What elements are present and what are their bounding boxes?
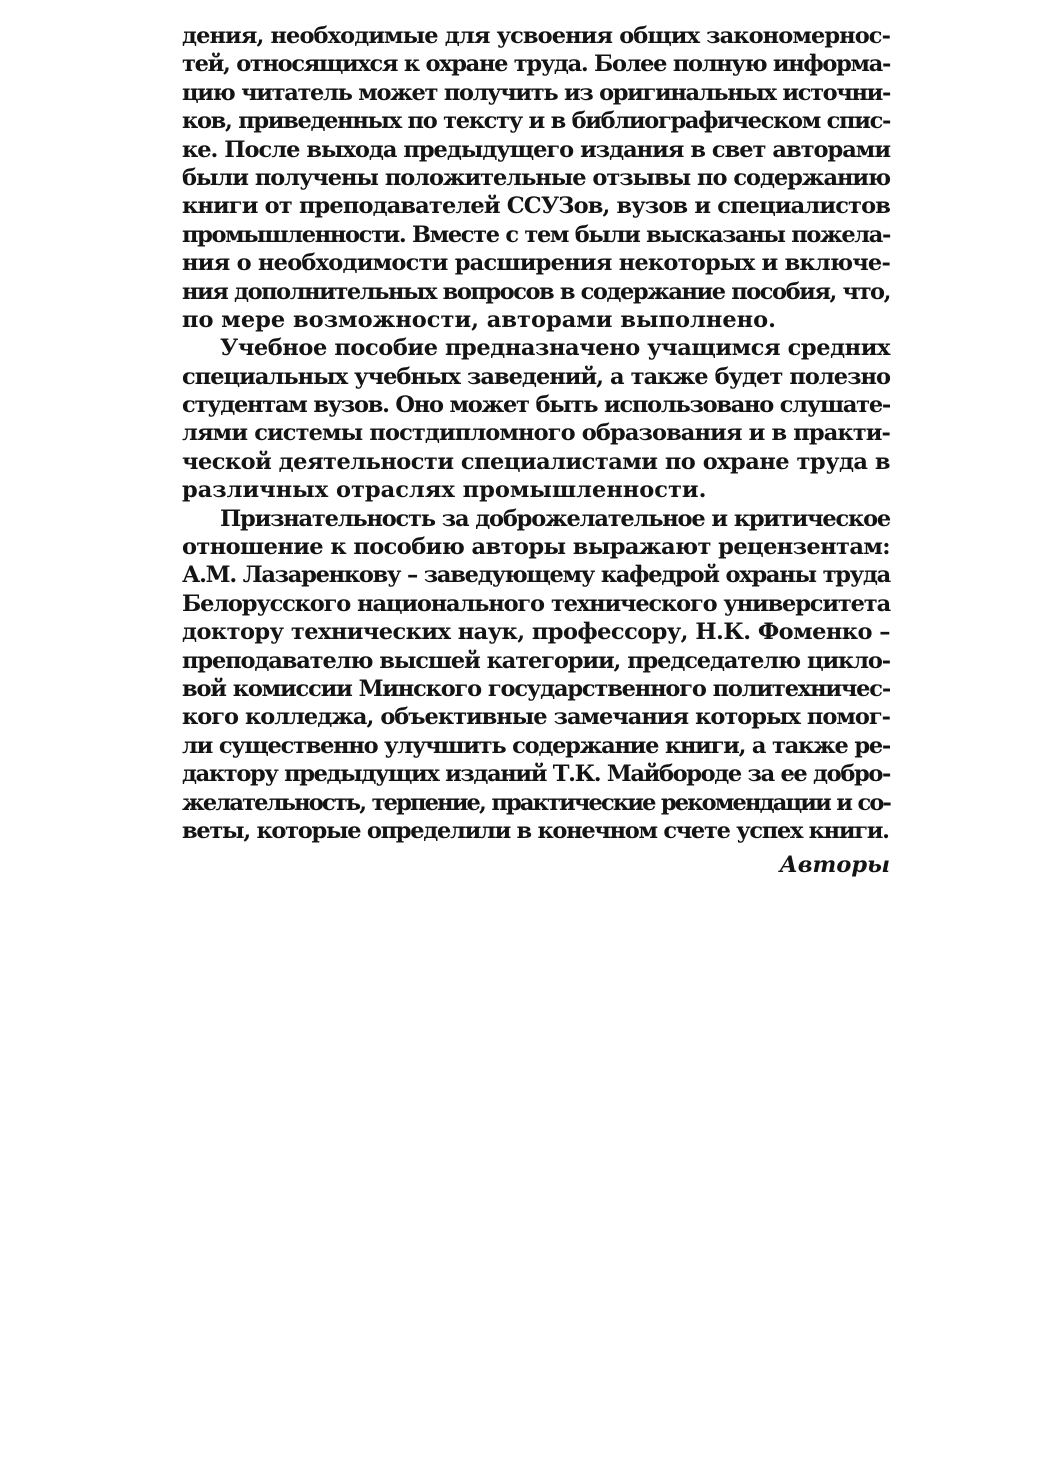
text-line: были получены положительные отзывы по содержанию — [182, 164, 890, 191]
paragraph-2 — [182, 334, 890, 504]
text-line: преподавателю высшей категории, председателю цикло- — [182, 647, 890, 674]
text-line: веты, которые определили в конечном счете успех книги. — [182, 817, 889, 844]
text-line: лями системы постдипломного образования и в практи- — [182, 420, 890, 447]
text-line: дения, необходимые для усвоения общих закономернос- — [182, 23, 890, 49]
text-line: А.М. Лазаренкову – заведующему кафедрой охраны труда — [182, 562, 890, 589]
text-line: вой комиссии Минского государственного политехничес- — [182, 675, 890, 702]
text-line: Белорусского национального технического университета — [182, 590, 890, 617]
text-line: специальных учебных заведений, а также будет полезно — [182, 363, 890, 390]
text-line: отношение к пособию авторы выражают рецензентам: — [182, 534, 890, 561]
page-body — [182, 22, 890, 880]
text-line: по мере возможности, авторами выполнено. — [182, 306, 776, 333]
text-line: тей, относящихся к охране труда. Более полную информа- — [182, 51, 890, 78]
signature: Авторы — [779, 852, 890, 879]
text-line: ков, приведенных по тексту и в библиографическом спис- — [182, 108, 890, 135]
text-line: ли существенно улучшить содержание книги, а также ре- — [182, 732, 890, 759]
text-line: цию читатель может получить из оригинальных источни- — [182, 79, 890, 106]
text-line: ния дополнительных вопросов в содержание пособия, что, — [182, 278, 890, 305]
text-line: ке. После выхода предыдущего издания в свет авторами — [182, 136, 890, 163]
text-line: книги от преподавателей ССУЗов, вузов и специалистов — [182, 193, 890, 220]
text-line: Учебное пособие предназначено учащимся средних — [220, 335, 890, 362]
paragraph-3 — [182, 505, 890, 846]
text-line: желательность, терпение, практические рекомендации и со- — [182, 789, 890, 816]
text-line: кого колледжа, объективные замечания которых помог- — [182, 704, 890, 731]
paragraph-1 — [182, 22, 890, 334]
text-line: студентам вузов. Оно может быть использовано слушате- — [182, 392, 890, 419]
text-line: Признательность за доброжелательное и критическое — [220, 505, 890, 532]
text-line: промышленности. Вместе с тем были высказаны пожела- — [182, 221, 890, 248]
text-line: дактору предыдущих изданий Т.К. Майбороде за ее добро- — [182, 761, 890, 788]
text-line: различных отраслях промышленности. — [182, 477, 707, 504]
text-line: доктору технических наук, профессору, Н.К. Фоменко – — [182, 619, 890, 646]
text-line: ния о необходимости расширения некоторых и включе- — [182, 250, 890, 277]
text-line: ческой деятельности специалистами по охране труда в — [182, 448, 890, 475]
